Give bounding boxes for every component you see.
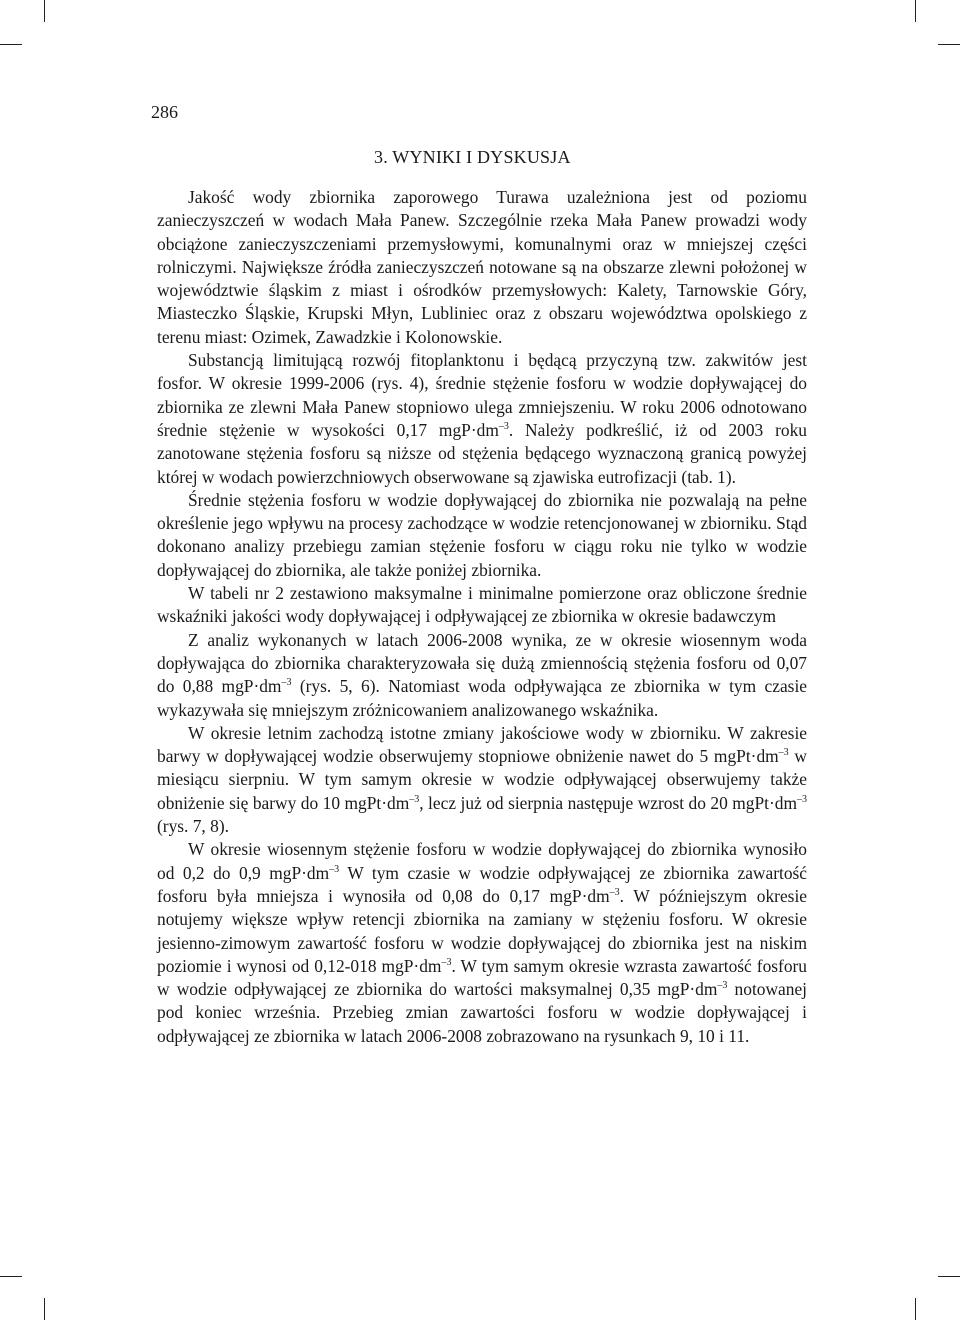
text-segment: w miesiącu sierpniu. W tym samym okresie w wodzie odpływającej obserwujemy także obniżenie się barwy do 10 mgPt·dm [157,746,807,813]
text-segment: (rys. 7, 8). [157,816,229,837]
paragraph [157,186,807,349]
crop-mark-left-top [0,44,22,45]
unit-exponent: –3 [717,980,728,992]
text-segment: . W tym samym okresie wzrasta zawartość fosforu w wodzie odpływającej ze zbiornika do wartości maksymalnej 0,35 mgP·dm [157,955,808,1000]
unit-exponent: –3 [778,747,789,759]
crop-mark-right-bottom [938,1276,960,1277]
unit-exponent: –3 [409,793,420,805]
text-segment: W okresie wiosennym stężenie fosforu w wodzie dopływającej do zbiornika wynosiło od 0,2 do 0,9 mgP·dm [157,839,807,883]
crop-mark-left-bottom [0,1276,22,1277]
crop-mark-top-right [915,0,916,22]
text-segment: Substancją limitującą rozwój fitoplanktonu i będącą przyczyną tzw. zakwitów jest fosfor. W okresie 1999-2006 (rys. 4), średnie stężenie fosforu w wodzie dopływającej do zbiornika ze zlewni Mała Panew stopniowo ulega zmniejszeniu. W roku 2006 odnotowano średnie stężenie w wysokości 0,17 mgP·dm [157,350,807,440]
paragraph [157,629,807,722]
unit-exponent: –3 [329,863,340,875]
unit-exponent: –3 [281,677,292,689]
paragraph [157,349,807,489]
text-segment: . W późniejszym okresie notujemy większe wpływ retencji zbiornika na zamiany w stężeniu fosforu. W okresie jesienno-zimowym zawartość fosforu w wodzie dopływającej do zbiornika jest na niskim poziomie i wynosi od 0,12-018 mgP·dm [157,885,808,976]
unit-exponent: –3 [441,956,452,968]
text-segment: , lecz już od sierpnia następuje wzrost do 20 mgPt·dm [419,792,797,813]
paragraph [157,582,807,629]
unit-exponent: –3 [609,886,620,898]
body-text [157,186,807,1048]
section-heading: 3. WYNIKI I DYSKUSJA [374,147,571,167]
text-segment: W tym czasie w wodzie odpływającej ze zbiornika zawartość fosforu była mniejsza i wynosiła od 0,08 do 0,17 mgP·dm [157,862,808,906]
paragraph [157,489,807,582]
text-segment: Średnie stężenia fosforu w wodzie dopływającej do zbiornika nie pozwalają na pełne określenie jego wpływu na procesy zachodzące w wodzie retencjonowanej w zbiorniku. Stąd dokonano analizy przebiegu zamian stężenie fosforu w ciągu roku nie tylko w wodzie dopływającej do zbiornika, ale także poniżej zbiornika. [157,489,807,580]
unit-exponent: –3 [797,793,807,805]
unit-exponent: –3 [498,420,509,432]
text-segment: W tabeli nr 2 zestawiono maksymalne i minimalne pomierzone oraz obliczone średnie wskaźniki jakości wody dopływającej i odpływającej ze zbiornika w okresie badawczym [157,583,807,627]
paragraph [157,722,807,838]
text-segment: notowanej pod koniec września. Przebieg zmian zawartości fosforu w wodzie dopływającej i odpływającej ze zbiornika w latach 2006-2008 zobrazowano na rysunkach 9, 10 i 11. [157,979,807,1046]
text-segment: Z analiz wykonanych w latach 2006-2008 wynika, ze w okresie wiosennym woda dopływająca do zbiornika charakteryzowała się dużą zmiennością stężenia fosforu od 0,07 do 0,88 mgP·dm [157,629,807,697]
paragraph [157,838,807,1048]
page-number: 286 [151,102,178,122]
crop-mark-bottom-right [915,1298,916,1320]
text-segment: (rys. 5, 6). Natomiast woda odpływająca ze zbiornika w tym czasie wykazywała się mniejszym zróżnicowaniem analizowanego wskaźnika. [157,676,807,720]
crop-mark-top-left [44,0,45,22]
text-segment: . Należy podkreślić, iż od 2003 roku zanotowane stężenia fosforu są niższe od stężenia będącego wyznaczoną granicą powyżej której w wodach powierzchniowych obserwowane są zjawiska eutrofizacji (tab. 1). [157,419,807,487]
text-segment: Jakość wody zbiornika zaporowego Turawa uzależniona jest od poziomu zanieczyszczeń w wodach Mała Panew. Szczególnie rzeka Mała Panew prowadzi wody obciążone zanieczyszczeniami przemysłowymi, komunalnymi oraz w mniejszej części rolniczymi. Największe źródła zanieczyszczeń notowane są na obszarze zlewni położonej w województwie śląskim z miast i ośrodków przemysłowych: Kalety, Tarnowskie Góry, Miasteczko Śląskie, Krupski Młyn, Lubliniec oraz z obszaru województwa opolskiego z terenu miast: Ozimek, Zawadzkie i Kolonowskie. [157,187,807,347]
text-segment: W okresie letnim zachodzą istotne zmiany jakościowe wody w zbiorniku. W zakresie barwy w dopływającej wodzie obserwujemy stopniowe obniżenie nawet do 5 mgPt·dm [157,722,807,767]
crop-mark-right-top [938,44,960,45]
crop-mark-bottom-left [44,1298,45,1320]
